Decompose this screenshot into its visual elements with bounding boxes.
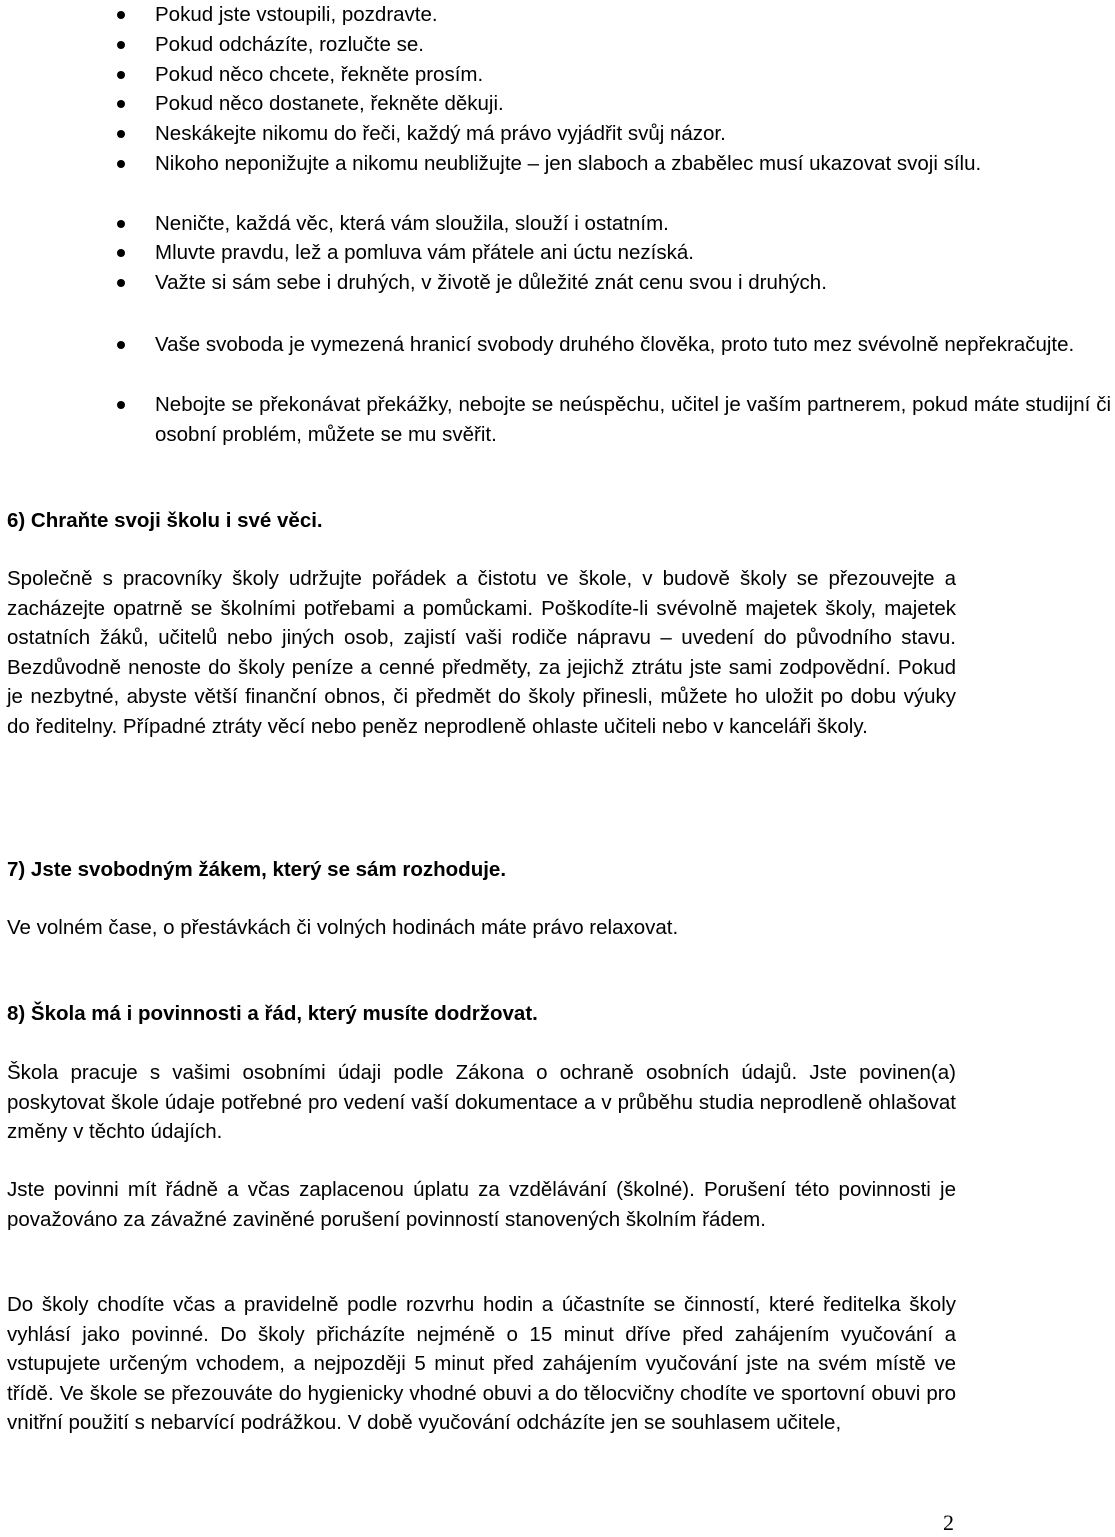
section-7-paragraph: Ve volném čase, o přestávkách či volných hodinách máte právo relaxovat. <box>7 916 679 939</box>
section-7-heading: 7) Jste svobodným žákem, který se sám rozhoduje. <box>7 858 507 881</box>
list-item <box>0 60 1115 90</box>
page-number: 2 <box>943 1510 954 1535</box>
rule-text: Važte si sám sebe i druhých, v životě je důležité znát cenu svou i druhých. <box>155 271 827 294</box>
bullet-icon <box>117 341 125 349</box>
bullet-icon <box>117 41 125 49</box>
rule-text: Nebojte se překonávat překážky, nebojte se neúspěchu, učitel je vaším partnerem, pokud máte studijní či osobní problém, můžete se mu svěřit. <box>155 393 1111 446</box>
list-item <box>0 30 1115 60</box>
section-6-heading: 6) Chraňte svoji školu i své věci. <box>7 509 323 532</box>
bullet-icon <box>117 220 125 228</box>
section-6-paragraph: Společně s pracovníky školy udržujte pořádek a čistotu ve škole, v budově školy se přezouvejte a zacházejte opatrně se školními potřebami a pomůckami. Poškodíte-li svévolně majetek školy, majetek ostatních žáků, učitelů nebo jiných osob, zajistí vaši rodiče nápravu – uvedení do původního stavu. Bezdůvodně nenoste do školy peníze a cenné předměty, za jejichž ztrátu jste sami zodpovědní. Pokud je nezbytné, abyste větší finanční obnos, či předmět do školy přinesli, můžete ho uložit po dobu výuky do ředitelny. Případné ztráty věcí nebo peněz neprodleně ohlaste učiteli nebo v kanceláři školy. <box>7 567 956 738</box>
rule-text: Pokud něco dostanete, řekněte děkuji. <box>155 92 504 115</box>
bullet-icon <box>117 11 125 19</box>
rule-text: Nikoho neponižujte a nikomu neubližujte – jen slaboch a zbabělec musí ukazovat svoji sílu. <box>155 152 982 175</box>
list-item <box>0 209 1115 239</box>
bullet-icon <box>117 401 125 409</box>
section-8-heading: 8) Škola má i povinnosti a řád, který musíte dodržovat. <box>7 1002 538 1025</box>
rule-text: Pokud něco chcete, řekněte prosím. <box>155 63 484 86</box>
bullet-icon <box>117 279 125 287</box>
rule-text: Neničte, každá věc, která vám sloužila, slouží i ostatním. <box>155 212 669 235</box>
list-item <box>0 330 1115 360</box>
rule-text: Neskákejte nikomu do řeči, každý má právo vyjádřit svůj názor. <box>155 122 726 145</box>
section-8-paragraph: Škola pracuje s vašimi osobními údaji podle Zákona o ochraně osobních údajů. Jste povinen(a) poskytovat škole údaje potřebné pro vedení vaší dokumentace a v průběhu studia neprodleně ohlašovat změny v těchto údajích. <box>7 1061 956 1144</box>
bullet-icon <box>117 71 125 79</box>
rule-text: Vaše svoboda je vymezená hranicí svobody druhého člověka, proto tuto mez svévolně nepřekračujte. <box>155 333 1075 356</box>
list-item <box>0 0 1115 30</box>
list-item <box>0 238 1115 268</box>
list-item <box>0 89 1115 119</box>
rule-text: Pokud jste vstoupili, pozdravte. <box>155 3 438 26</box>
bullet-icon <box>117 130 125 138</box>
rule-text: Mluvte pravdu, lež a pomluva vám přátele ani úctu nezíská. <box>155 241 694 264</box>
section-8-paragraph: Jste povinni mít řádně a včas zaplacenou úplatu za vzdělávání (školné). Porušení této povinnosti je považováno za závažné zaviněné porušení povinností stanovených školním řádem. <box>7 1178 956 1231</box>
list-item <box>0 149 1115 179</box>
section-8-paragraph: Do školy chodíte včas a pravidelně podle rozvrhu hodin a účastníte se činností, které ředitelka školy vyhlásí jako povinné. Do školy přicházíte nejméně o 15 minut dříve před zahájením vyučování a vstupujete určeným vchodem, a nejpozději 5 minut před zahájením vyučování jste na svém místě ve třídě. Ve škole se přezouváte do hygienicky vhodné obuvi a do tělocvičny chodíte ve sportovní obuvi pro vnitřní použití s nebarvící podrážkou. V době vyučování odcházíte jen se souhlasem učitele, <box>7 1293 956 1435</box>
rule-text: Pokud odcházíte, rozlučte se. <box>155 33 424 56</box>
list-item <box>0 390 1115 449</box>
list-item <box>0 119 1115 149</box>
list-item <box>0 268 1115 298</box>
bullet-icon <box>117 160 125 168</box>
bullet-icon <box>117 100 125 108</box>
bullet-icon <box>117 249 125 257</box>
